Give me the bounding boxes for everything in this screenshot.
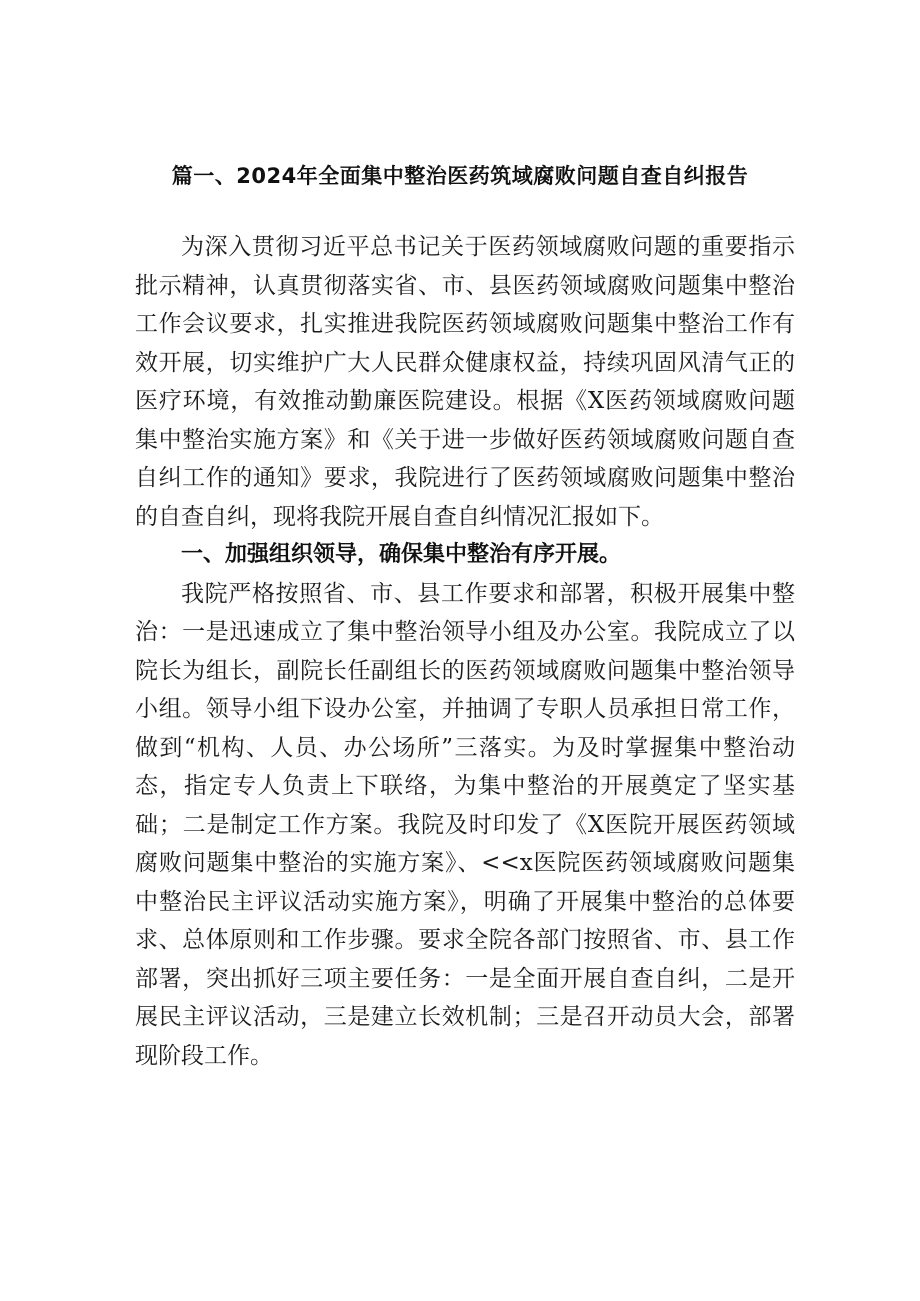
body-paragraph: 我院严格按照省、市、县工作要求和部署，积极开展集中整治：一是迅速成立了集中整治领导小组及办公室。我院成立了以院长为组长，副院长任副组长的医药领域腐败问题集中整治领导小组。领导小组下设办公室，并抽调了专职人员承担日常工作，做到“机构、人员、办公场所”三落实。为及时掌握集中整治动态，指定专人负责上下联络，为集中整治的开展奠定了坚实基础；二是制定工作方案。我院及时印发了《X医院开展医药领域腐败问题集中整治的实施方案》、<<x医院医药领域腐败问题集中整治民主评议活动实施方案》，明确了开展集中整治的总体要求、总体原则和工作步骤。要求全院各部门按照省、市、县工作部署，突出抓好三项主要任务：一是全面开展自查自纠，二是开展民主评议活动，三是建立长效机制；三是召开动员大会，部署现阶段工作。 (135, 580, 795, 1069)
intro-paragraph: 为深入贯彻习近平总书记关于医药领域腐败问题的重要指示批示精神，认真贯彻落实省、市、县医药领域腐败问题集中整治工作会议要求，扎实推进我院医药领域腐败问题集中整治工作有效开展，切实维护广大人民群众健康权益，持续巩固风清气正的医疗环境，有效推动勤廉医院建设。根据《X医药领域腐败问题集中整治实施方案》和《关于进一步做好医药领域腐败问题自查自纠工作的通知》要求，我院进行了医药领域腐败问题集中整治的自查自纠，现将我院开展自查自纠情况汇报如下。 (135, 234, 795, 530)
section-heading: 一、加强组织领导，确保集中整治有序开展。 (181, 542, 622, 567)
document-body (135, 228, 795, 1075)
document-title: 篇一、2024年全面集中整治医药筑域腐败问题自查自纠报告 (171, 164, 749, 188)
